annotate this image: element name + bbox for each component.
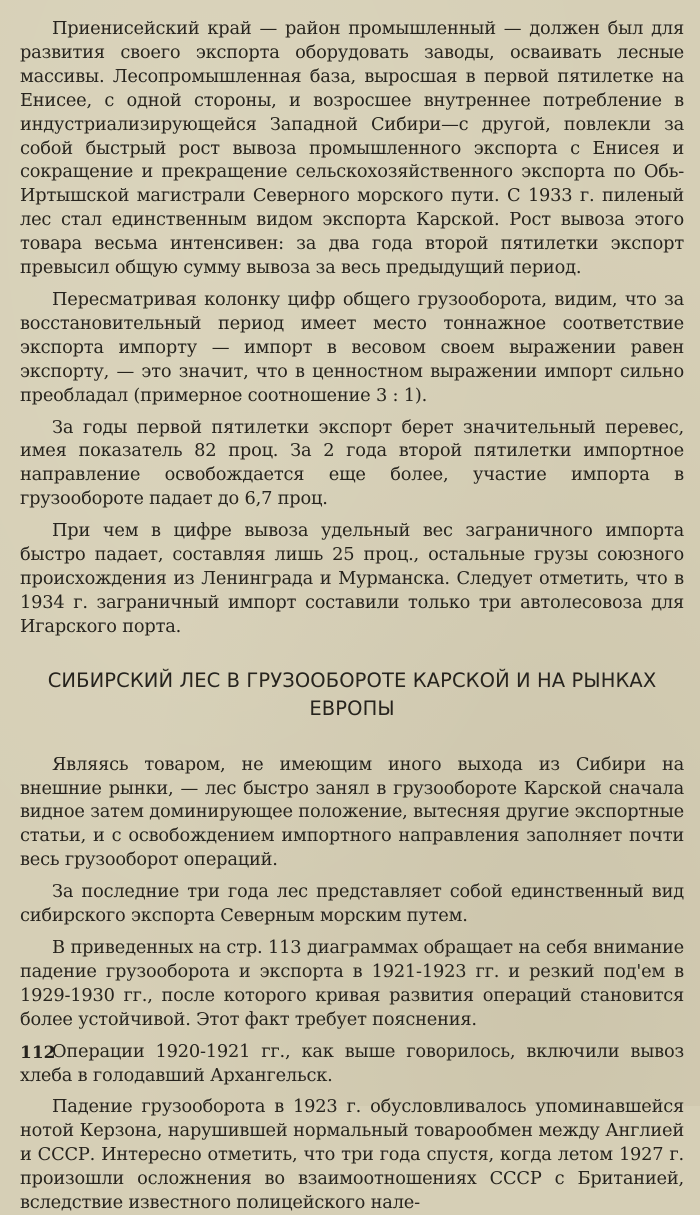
paragraph: За последние три года лес представляет собой единственный вид сибирского экспорта Северным морским путем. (20, 881, 684, 927)
paragraph: В приведенных на стр. 113 диаграммах обращает на себя внимание падение грузооборота и экспорта в 1921-1923 гг. и резкий под'ем в 1929-1930 гг., после которого кривая развития операций становится более устойчивой. Этот факт требует пояснения. (20, 937, 684, 1030)
text-block-top (20, 17, 684, 639)
paragraph: Приенисейский край — район промышленный — должен был для развития своего экспорта оборудовать заводы, осваивать лесные массивы. Лесопромышленная база, выросшая в первой пятилетке на Енисее, с одной стороны, и возросшее внутреннее потребление в индустриализирующейся Западной Сибири—с другой, повлекли за собой быстрый рост вывоза промышленного экспорта с Енисея и сокращение и прекращение сельскохозяйственного экспорта по Обь-Иртышской магистрали Северного морского пути. С 1933 г. пиленый лес стал единственным видом экспорта Карской. Рост вывоза этого товара весьма интенсивен: за два года второй пятилетки экспорт превысил общую сумму вывоза за весь предыдущий период. (20, 18, 684, 279)
paragraph: Падение грузооборота в 1923 г. обусловливалось упоминавшейся нотой Керзона, нарушившей нормальный товарообмен между Англией и СССР. Интересно отметить, что три года спустя, когда летом 1927 г. произошли осложнения во взаимоотношениях СССР с Британией, вследствие известного полицейского нале- (20, 1096, 684, 1214)
paragraph: За годы первой пятилетки экспорт берет значительный перевес, имея показатель 82 проц. За 2 года второй пятилетки импортное направление освобождается еще более, участие импорта в грузообороте падает до 6,7 проц. (20, 416, 684, 510)
section-heading: СИБИРСКИЙ ЛЕС В ГРУЗООБОРОТЕ КАРСКОЙ И НА РЫНКАХ ЕВРОПЫ (47, 668, 657, 720)
paragraph: Пересматривая колонку цифр общего грузооборота, видим, что за восстановительный период имеет место тоннажное соответствие экспорта импорту — импорт в весовом своем выражении равен экспорту, — это значит, что в ценностном выражении импорт сильно преобладал (примерное соотношение 3 : 1). (20, 288, 684, 406)
paragraph: При чем в цифре вывоза удельный вес заграничного импорта быстро падает, составляя лишь 25 проц., остальные грузы союзного происхождения из Ленинграда и Мурманска. Следует отметить, что в 1934 г. заграничный импорт составили только три автолесовоза для Игарского порта. (20, 520, 684, 637)
text-block-bottom (20, 753, 684, 1215)
paragraph: Операции 1920-1921 гг., как выше говорилось, включили вывоз хлеба в голодавший Архангельск. (20, 1040, 684, 1086)
paragraph: Являясь товаром, не имеющим иного выхода из Сибири на внешние рынки, — лес быстро занял в грузообороте Карской сначала видное затем доминирующее положение, вытесняя другие экспортные статьи, и с освобождением импортного направления заполняет почти весь грузооборот операций. (20, 753, 684, 871)
page-number: 112 (20, 1043, 56, 1063)
